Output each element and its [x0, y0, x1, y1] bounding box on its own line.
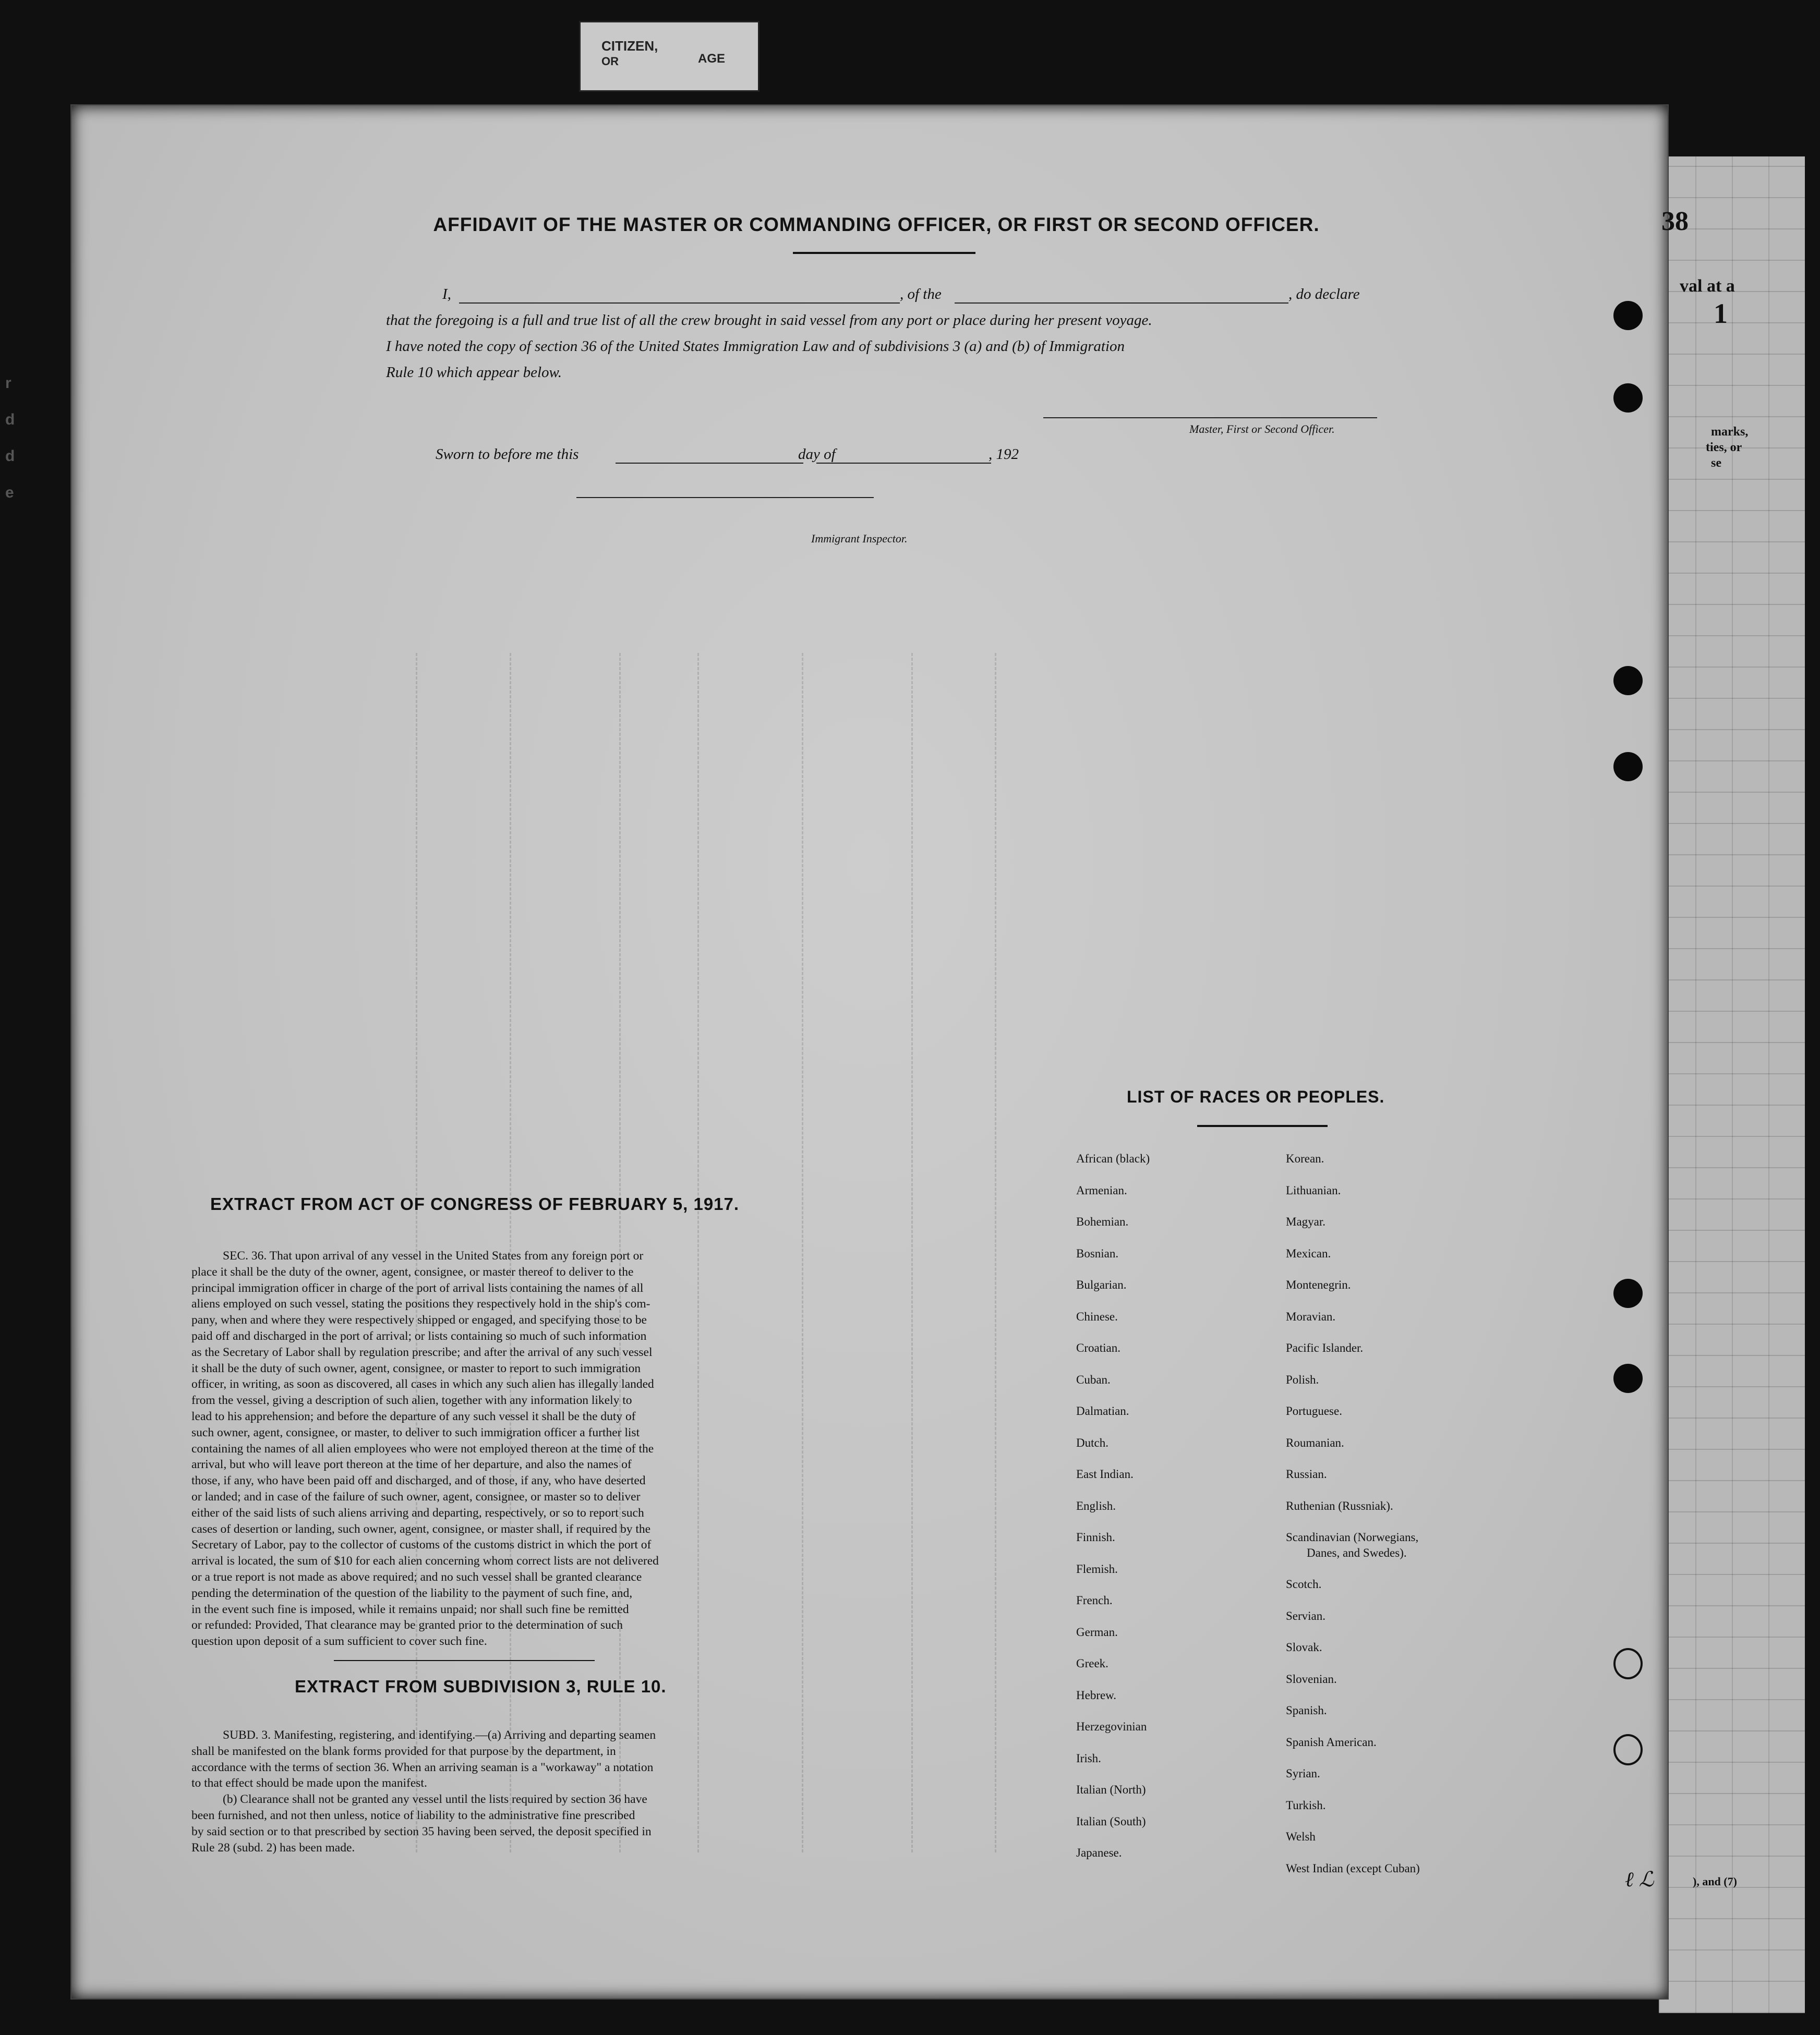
- race-item: Syrian.: [1286, 1767, 1320, 1780]
- declaration-line-4: Rule 10 which appear below.: [386, 364, 562, 381]
- race-item: Scandinavian (Norwegians,: [1286, 1531, 1419, 1544]
- race-item: Ruthenian (Russniak).: [1286, 1499, 1393, 1512]
- handwritten-corner-mark: ℓ ℒ: [1625, 1868, 1654, 1891]
- extract-divider: [334, 1660, 595, 1661]
- declaration-line-1-mid: , of the: [900, 286, 942, 302]
- extract-rule-line: to that effect should be made upon the manifest.: [191, 1776, 427, 1790]
- right-edge-text-3: marks,: [1711, 425, 1749, 439]
- races-title: LIST OF RACES OR PEOPLES.: [1127, 1087, 1385, 1106]
- affidavit-page: [70, 104, 1669, 2000]
- sworn-mid: day of: [798, 446, 836, 463]
- extract-act-line: either of the said lists of such aliens arriving and departing, respectively, or so to report such: [191, 1506, 644, 1520]
- tab-citizen-label: CITIZEN,: [601, 38, 658, 54]
- race-item: Danes, and Swedes).: [1307, 1546, 1407, 1559]
- punch-hole: [1613, 1734, 1643, 1765]
- extract-act-line: SEC. 36. That upon arrival of any vessel in the United States from any foreign port or: [223, 1249, 644, 1263]
- sworn-prefix: Sworn to before me this: [436, 446, 579, 463]
- declaration-line-1-prefix: I,: [442, 286, 451, 302]
- extract-act-line: in the event such fine is imposed, while it remains unpaid; nor shall such fine be remitted: [191, 1602, 629, 1616]
- corner-text: ), and (7): [1693, 1875, 1737, 1888]
- race-item: Pacific Islander.: [1286, 1341, 1364, 1354]
- punch-hole: [1613, 383, 1643, 413]
- extract-act-line: containing the names of all alien employees who were not employed thereon at the time of the: [191, 1442, 654, 1456]
- races-right-column: [1286, 1143, 1420, 1884]
- extract-rule-line: SUBD. 3. Manifesting, registering, and identifying.—(a) Arriving and departing seamen: [223, 1728, 656, 1742]
- race-item: Slovenian.: [1286, 1672, 1337, 1686]
- extract-act-line: principal immigration officer in charge of the port of arrival lists containing the names of all: [191, 1281, 644, 1295]
- race-item: Finnish.: [1076, 1531, 1115, 1544]
- declaration-line-3: I have noted the copy of section 36 of the United States Immigration Law and of subdivisions 3 (a) and (b) of Immigration: [386, 338, 1125, 355]
- extract-act-line: as the Secretary of Labor shall by regulation prescribe; and after the arrival of any such vessel: [191, 1345, 653, 1359]
- races-left-column: [1076, 1143, 1150, 1869]
- extract-act-line: or refunded: Provided, That clearance may be granted prior to the determination of such: [191, 1618, 623, 1632]
- punch-hole: [1613, 301, 1643, 330]
- master-signature-caption: Master, First or Second Officer.: [1189, 422, 1335, 435]
- extract-act-line: Secretary of Labor, pay to the collector of customs of the customs district in which the port of: [191, 1538, 652, 1552]
- right-edge-text-5: se: [1711, 456, 1721, 470]
- race-item: Bohemian.: [1076, 1215, 1129, 1228]
- extract-act-line: lead to his apprehension; and before the departure of any such vessel it shall be the duty of: [191, 1409, 636, 1423]
- race-item: Polish.: [1286, 1373, 1319, 1386]
- race-item: Korean.: [1286, 1152, 1324, 1165]
- extract-act-line: from the vessel, giving a description of such alien, together with any information likely to: [191, 1394, 632, 1408]
- race-item: Scotch.: [1286, 1578, 1322, 1591]
- race-item: Montenegrin.: [1286, 1278, 1351, 1291]
- sworn-month-blank: [816, 463, 991, 464]
- extract-rule-line: been furnished, and not then unless, notice of liability to the administrative fine prescribed: [191, 1808, 635, 1822]
- right-edge-text-2: 1: [1714, 298, 1728, 329]
- bleed-through-line: [802, 653, 803, 1852]
- race-item: West Indian (except Cuban): [1286, 1861, 1420, 1875]
- extract-act-body: [191, 1248, 802, 1650]
- extract-act-line: it shall be the duty of such owner, agent, consignee, or master to report to such immigration: [191, 1361, 641, 1375]
- race-item: Moravian.: [1286, 1310, 1336, 1323]
- race-item: Welsh: [1286, 1830, 1316, 1843]
- bleed-through-line: [911, 653, 913, 1852]
- extract-act-line: paid off and discharged in the port of arrival; or lists containing so much of such information: [191, 1329, 647, 1343]
- punch-hole: [1613, 752, 1643, 781]
- extract-rule-title: EXTRACT FROM SUBDIVISION 3, RULE 10.: [295, 1677, 667, 1696]
- race-item: German.: [1076, 1625, 1118, 1639]
- race-item: Russian.: [1286, 1468, 1327, 1481]
- race-item: Turkish.: [1286, 1798, 1326, 1812]
- page-number: 38: [1661, 207, 1689, 236]
- extract-rule-line: by said section or to that prescribed by section 35 having been served, the deposit specified in: [191, 1824, 652, 1838]
- race-item: Armenian.: [1076, 1183, 1127, 1197]
- extract-act-line: or a true report is not made as above required; and no such vessel shall be granted clearance: [191, 1570, 642, 1584]
- extract-act-line: those, if any, who have been paid off and discharged, and of those, if any, who have deserted: [191, 1474, 646, 1488]
- extract-act-line: pending the determination of the question of the liability to the payment of such fine, and,: [191, 1586, 633, 1600]
- left-edge-fragments: r d d e: [5, 374, 15, 501]
- race-item: Spanish.: [1286, 1704, 1327, 1717]
- punch-hole: [1613, 666, 1643, 695]
- affidavit-title: AFFIDAVIT OF THE MASTER OR COMMANDING OFFICER, OR FIRST OR SECOND OFFICER.: [433, 214, 1320, 235]
- declaration-line-1-suffix: , do declare: [1288, 286, 1360, 302]
- extract-act-line: question upon deposit of a sum sufficient to cover such fine.: [191, 1634, 487, 1649]
- name-blank: [459, 302, 900, 304]
- bleed-through-line: [995, 653, 996, 1852]
- extract-rule-line: shall be manifested on the blank forms provided for that purpose by the department, in: [191, 1744, 616, 1758]
- inspector-caption: Immigrant Inspector.: [811, 532, 908, 545]
- sworn-day-blank: [616, 463, 803, 464]
- inspector-signature-line: [576, 497, 874, 498]
- extract-act-line: arrival is located, the sum of $10 for each alien concerning whom correct lists are not delivered: [191, 1554, 659, 1568]
- title-underline: [793, 252, 975, 254]
- extract-act-line: or landed; and in case of the failure of such owner, agent, consignee, or master so to deliver: [191, 1489, 641, 1504]
- race-item: Dalmatian.: [1076, 1404, 1129, 1418]
- races-title-underline: [1197, 1125, 1328, 1127]
- extract-act-title: EXTRACT FROM ACT OF CONGRESS OF FEBRUARY 5, 1917.: [210, 1194, 740, 1214]
- race-item: Bosnian.: [1076, 1246, 1119, 1260]
- tab-age-label: AGE: [698, 52, 726, 66]
- race-item: Hebrew.: [1076, 1688, 1117, 1702]
- race-item: Roumanian.: [1286, 1436, 1344, 1449]
- underlying-manifest-sheet: [1659, 156, 1805, 2013]
- race-item: Italian (North): [1076, 1783, 1146, 1796]
- punch-hole: [1613, 1279, 1643, 1308]
- declaration-line-2: that the foregoing is a full and true list of all the crew brought in said vessel from any port or place during her present voyage.: [386, 312, 1152, 329]
- race-item: African (black): [1076, 1152, 1150, 1165]
- master-signature-line: [1043, 417, 1377, 418]
- header-tab-fragment: [579, 21, 760, 92]
- race-item: English.: [1076, 1499, 1116, 1512]
- race-item: Portuguese.: [1286, 1404, 1342, 1418]
- punch-hole: [1613, 1364, 1643, 1393]
- race-item: Croatian.: [1076, 1341, 1120, 1354]
- extract-rule-line: (b) Clearance shall not be granted any vessel until the lists required by section 36 have: [223, 1792, 647, 1807]
- race-item: Spanish American.: [1286, 1735, 1377, 1749]
- race-item: Magyar.: [1286, 1215, 1326, 1228]
- race-item: Chinese.: [1076, 1310, 1118, 1323]
- race-item: Servian.: [1286, 1609, 1326, 1622]
- punch-hole: [1613, 1648, 1643, 1679]
- tab-or-label: OR: [601, 55, 619, 68]
- vessel-blank: [955, 302, 1288, 304]
- extract-act-line: pany, when and where they were respectively shipped or engaged, and specifying those to be: [191, 1313, 647, 1327]
- race-item: French.: [1076, 1594, 1113, 1607]
- race-item: Japanese.: [1076, 1846, 1122, 1859]
- extract-act-line: place it shall be the duty of the owner, agent, consignee, or master thereof to deliver to the: [191, 1265, 634, 1279]
- race-item: Cuban.: [1076, 1373, 1111, 1386]
- extract-rule-line: Rule 28 (subd. 2) has been made.: [191, 1840, 355, 1855]
- race-item: Slovak.: [1286, 1641, 1322, 1654]
- extract-act-line: officer, in writing, as soon as discovered, all cases in which any such alien has illegally landed: [191, 1377, 654, 1391]
- race-item: Greek.: [1076, 1657, 1108, 1670]
- extract-rule-line: accordance with the terms of section 36. When an arriving seaman is a "workaway" a notation: [191, 1760, 654, 1774]
- extract-rule-body: [191, 1727, 802, 1856]
- race-item: Italian (South): [1076, 1814, 1146, 1828]
- extract-act-line: arrival, but who will leave port thereon at the time of her departure, and also the names of: [191, 1458, 632, 1472]
- race-item: East Indian.: [1076, 1468, 1134, 1481]
- extract-act-line: aliens employed on such vessel, stating the positions they respectively hold in the ship's com-: [191, 1297, 650, 1311]
- right-edge-text-1: val at a: [1680, 276, 1735, 296]
- race-item: Flemish.: [1076, 1562, 1118, 1576]
- race-item: Irish.: [1076, 1751, 1101, 1765]
- sworn-suffix: , 192: [989, 446, 1019, 463]
- extract-act-line: such owner, agent, consignee, or master, to deliver to such immigration officer a further list: [191, 1425, 640, 1439]
- race-item: Bulgarian.: [1076, 1278, 1127, 1291]
- race-item: Lithuanian.: [1286, 1183, 1341, 1197]
- race-item: Herzegovinian: [1076, 1720, 1147, 1733]
- race-item: Dutch.: [1076, 1436, 1108, 1449]
- extract-act-line: cases of desertion or landing, such owner, agent, consignee, or master shall, if required by the: [191, 1522, 651, 1536]
- race-item: Mexican.: [1286, 1246, 1331, 1260]
- right-edge-text-4: ties, or: [1706, 441, 1742, 454]
